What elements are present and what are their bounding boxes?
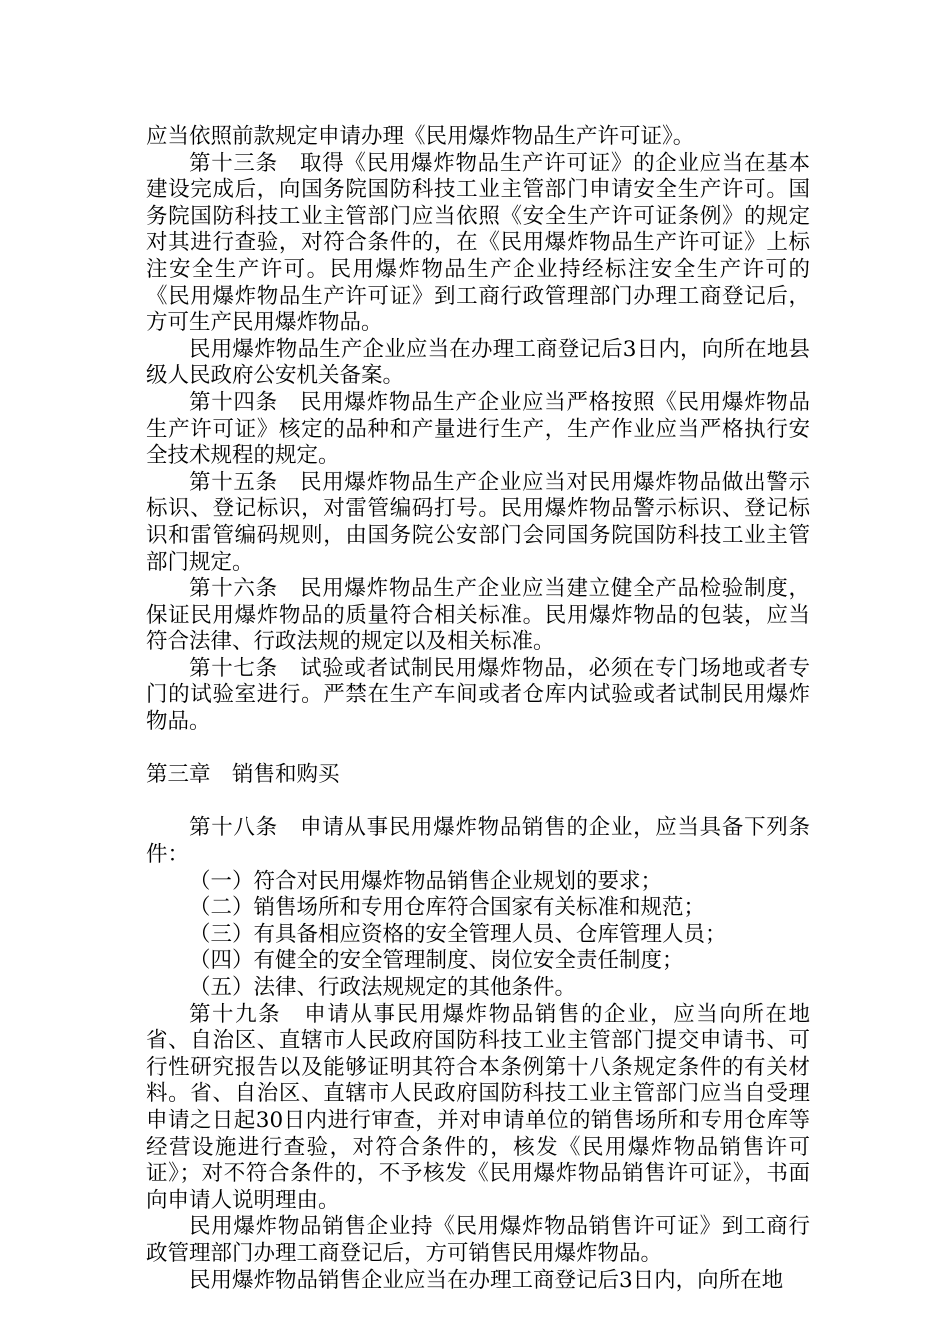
article-14-paragraph: 第十四条 民用爆炸物品生产企业应当严格按照《民用爆炸物品生产许可证》核定的品种和产量进行生产，生产作业应当严格执行安全技术规程的规定。 [146,389,810,469]
condition-item: （一）符合对民用爆炸物品销售企业规划的要求； [189,868,663,894]
article-19-paragraph: 第十九条 申请从事民用爆炸物品销售的企业，应当向所在地省、自治区、直辖市人民政府国防科技工业主管部门提交申请书、可行性研究报告以及能够证明其符合本条例第十八条规定条件的有关材料。省、自治区、直辖市人民政府国防科技工业主管部门应当自受理申请之日起30日内进行审查，并对申请单位的销售场所和专用仓库等经营设施进行查验，对符合条件的，核发《民用爆炸物品销售许可证》；对不符合条件的，不予核发《民用爆炸物品销售许可证》，书面向申请人说明理由。 [146,1001,810,1213]
condition-item: （二）销售场所和专用仓库符合国家有关标准和规范； [189,895,706,921]
condition-item: （三）有具备相应资格的安全管理人员、仓库管理人员； [189,921,727,947]
paragraph-continuation: 应当依照前款规定申请办理《民用爆炸物品生产许可证》。 [146,124,695,149]
article-16-paragraph: 第十六条 民用爆炸物品生产企业应当建立健全产品检验制度，保证民用爆炸物品的质量符合相关标准。民用爆炸物品的包装，应当符合法律、行政法规的规定以及相关标准。 [146,576,810,655]
article-17-paragraph: 第十七条 试验或者试制民用爆炸物品，必须在专门场地或者专门的试验室进行。严禁在生产车间或者仓库内试验或者试制民用爆炸物品。 [146,655,810,735]
condition-item: （五）法律、行政法规规定的其他条件。 [189,975,577,1000]
blank-line [146,736,810,763]
article-13-paragraph: 第十三条 取得《民用爆炸物品生产许可证》的企业应当在基本建设完成后，向国务院国防科技工业主管部门申请安全生产许可。国务院国防科技工业主管部门应当依照《安全生产许可证条例》的规定对其进行查验，对符合条件的，在《民用爆炸物品生产许可证》上标注安全生产许可。民用爆炸物品生产企业持经标注安全生产许可的《民用爆炸物品生产许可证》到工商行政管理部门办理工商登记后，方可生产民用爆炸物品。 [146,150,810,336]
chapter-title: 第三章 销售和购买 [146,762,340,788]
document-body [146,124,810,1294]
condition-item: （四）有健全的安全管理制度、岗位安全责任制度； [189,948,684,974]
article-18-intro: 第十八条 申请从事民用爆炸物品销售的企业，应当具备下列条件： [146,815,810,868]
article-19-filing-paragraph: 民用爆炸物品销售企业应当在办理工商登记后3日内，向所在地 [189,1267,784,1293]
blank-line [146,789,810,816]
article-19-registration-paragraph: 民用爆炸物品销售企业持《民用爆炸物品销售许可证》到工商行政管理部门办理工商登记后，方可销售民用爆炸物品。 [146,1214,810,1266]
article-15-paragraph: 第十五条 民用爆炸物品生产企业应当对民用爆炸物品做出警示标识、登记标识，对雷管编码打号。民用爆炸物品警示标识、登记标识和雷管编码规则，由国务院公安部门会同国务院国防科技工业主管部门规定。 [146,469,810,575]
article-13-filing-paragraph: 民用爆炸物品生产企业应当在办理工商登记后3日内，向所在地县级人民政府公安机关备案。 [146,336,810,389]
